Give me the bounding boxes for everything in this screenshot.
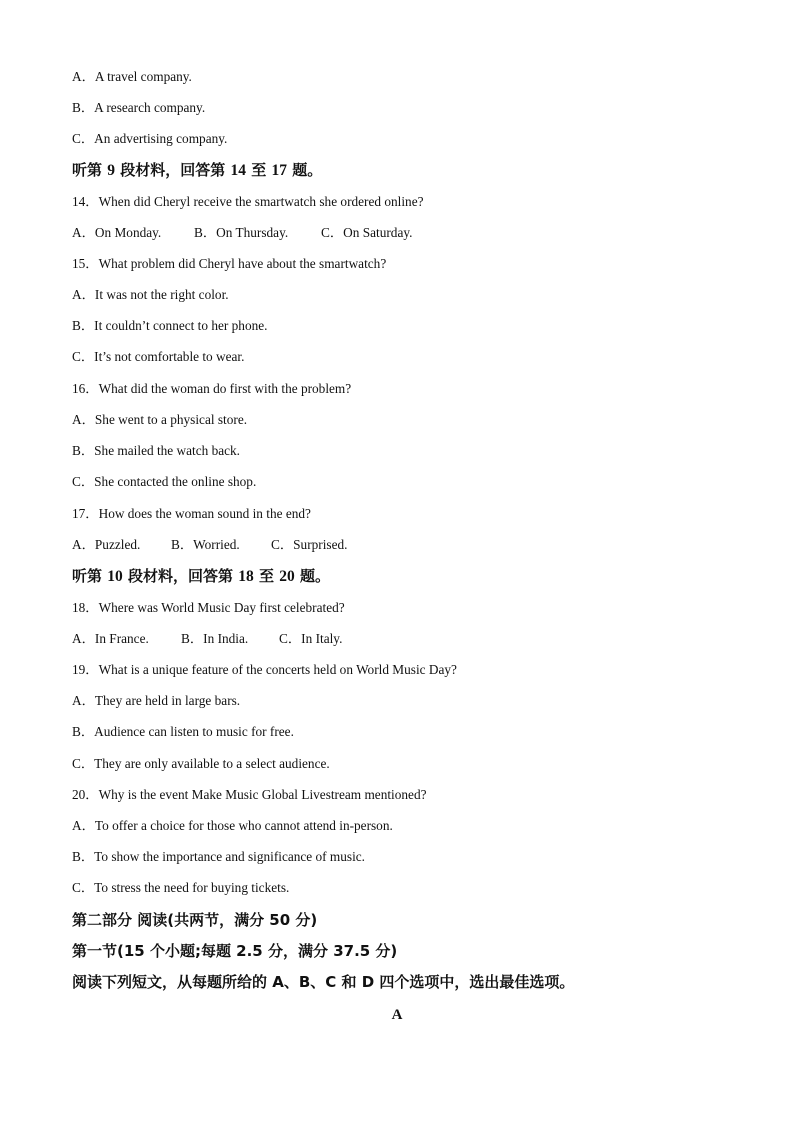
q17-options — [72, 536, 347, 554]
q20-option-b: B．To show the importance and significance of music. — [72, 849, 366, 864]
q18-option-b: B．In India. — [181, 631, 249, 646]
section10-heading: 听第 10 段材料，回答第 18 至 20 题。 — [72, 567, 330, 585]
section9-heading: 听第 9 段材料，回答第 14 至 17 题。 — [72, 161, 323, 179]
part2-instruction: 阅读下列短文，从每题所给的 A、B、C 和 D 四个选项中，选出最佳选项。 — [72, 973, 575, 991]
q15-question: 15．What problem did Cheryl have about the smartwatch? — [72, 256, 387, 271]
q18-options — [72, 630, 342, 648]
q13-option-a: A．A travel company. — [72, 69, 192, 84]
q16-option-b: B．She mailed the watch back. — [72, 443, 241, 458]
q17-option-b: B．Worried. — [171, 537, 240, 552]
q15-option-c: C．It’s not comfortable to wear. — [72, 349, 245, 364]
q20-question: 20．Why is the event Make Music Global Livestream mentioned? — [72, 787, 427, 802]
q14-option-c: C．On Saturday. — [321, 225, 413, 240]
q19-option-c: C．They are only available to a select audience. — [72, 756, 330, 771]
q14-option-b: B．On Thursday. — [194, 225, 289, 240]
q19-question: 19．What is a unique feature of the concerts held on World Music Day? — [72, 662, 457, 677]
q19-option-b: B．Audience can listen to music for free. — [72, 724, 294, 739]
q19-option-a: A．They are held in large bars. — [72, 693, 241, 708]
q13-option-b: B．A research company. — [72, 100, 206, 115]
passage-letter: A — [391, 1007, 403, 1023]
q17-question: 17．How does the woman sound in the end? — [72, 506, 311, 521]
part2-title: 第二部分 阅读(共两节，满分 50 分) — [72, 911, 318, 929]
q16-option-c: C．She contacted the online shop. — [72, 474, 257, 489]
q14-options — [72, 224, 412, 242]
q17-option-c: C．Surprised. — [271, 537, 348, 552]
q15-option-a: A．It was not the right color. — [72, 287, 229, 302]
q20-option-c: C．To stress the need for buying tickets. — [72, 880, 290, 895]
q16-option-a: A．She went to a physical store. — [72, 412, 248, 427]
q13-option-c: C．An advertising company. — [72, 131, 228, 146]
q18-question: 18．Where was World Music Day first celebrated? — [72, 600, 345, 615]
q15-option-b: B．It couldn’t connect to her phone. — [72, 318, 268, 333]
q17-option-a: A．Puzzled. — [72, 537, 141, 552]
q20-option-a: A．To offer a choice for those who cannot attend in-person. — [72, 818, 393, 833]
q18-option-c: C．In Italy. — [279, 631, 343, 646]
q18-option-a: A．In France. — [72, 631, 149, 646]
part2-section1-title: 第一节(15 个小题;每题 2.5 分，满分 37.5 分) — [72, 942, 398, 960]
q16-question: 16．What did the woman do first with the problem? — [72, 381, 352, 396]
q14-option-a: A．On Monday. — [72, 225, 162, 240]
q14-question: 14．When did Cheryl receive the smartwatch she ordered online? — [72, 194, 424, 209]
